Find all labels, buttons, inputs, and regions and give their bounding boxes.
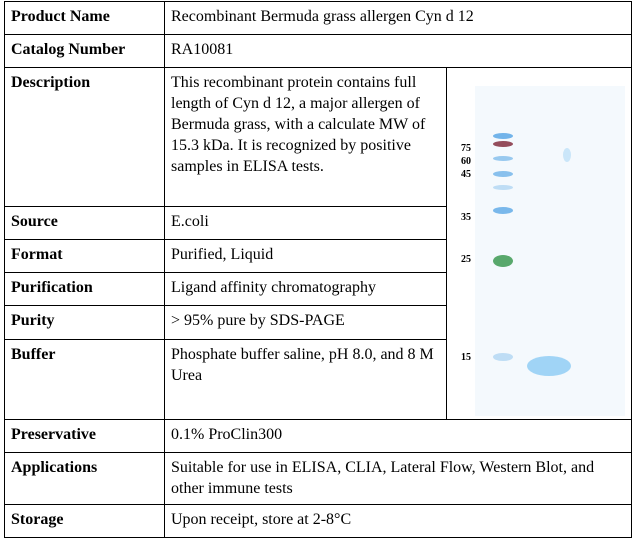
marker-45: 45 (461, 169, 471, 180)
value-format: Purified, Liquid (165, 240, 447, 273)
gel-image (447, 68, 631, 419)
spec-table (4, 1, 632, 538)
label-format: Format (5, 240, 165, 273)
ladder-band (493, 185, 513, 190)
label-source: Source (5, 207, 165, 240)
row-product-name (5, 2, 632, 35)
sample-band (563, 148, 571, 162)
value-description: This recombinant protein contains full length of Cyn d 12, a major allergen of Bermuda grass, with a calculate MW of 15.3 kDa. It is recognized by positive samples in ELISA tests. (165, 68, 447, 207)
sds-page-gel-cell (447, 68, 632, 420)
marker-60: 60 (461, 156, 471, 167)
value-purity: > 95% pure by SDS-PAGE (165, 306, 447, 340)
sample-band (527, 356, 571, 376)
product-datasheet (4, 1, 631, 540)
value-catalog-number: RA10081 (165, 35, 632, 68)
value-applications: Suitable for use in ELISA, CLIA, Lateral Flow, Western Blot, and other immune tests (165, 453, 632, 505)
marker-25: 25 (461, 254, 471, 265)
label-description: Description (5, 68, 165, 207)
label-purity: Purity (5, 306, 165, 340)
row-description (5, 68, 632, 207)
label-applications: Applications (5, 453, 165, 505)
value-preservative: 0.1% ProClin300 (165, 420, 632, 453)
value-product-name: Recombinant Bermuda grass allergen Cyn d 12 (165, 2, 632, 35)
value-storage: Upon receipt, store at 2-8°C (165, 505, 632, 538)
marker-35: 35 (461, 212, 471, 223)
value-purification: Ligand affinity chromatography (165, 273, 447, 306)
marker-15: 15 (461, 352, 471, 363)
label-catalog-number: Catalog Number (5, 35, 165, 68)
label-storage: Storage (5, 505, 165, 538)
ladder-band (493, 156, 513, 161)
ladder-band (493, 171, 513, 177)
row-applications (5, 453, 632, 505)
label-purification: Purification (5, 273, 165, 306)
ladder-band (493, 133, 513, 139)
label-product-name: Product Name (5, 2, 165, 35)
value-source: E.coli (165, 207, 447, 240)
row-preservative (5, 420, 632, 453)
ladder-band (493, 141, 513, 147)
row-catalog-number (5, 35, 632, 68)
label-preservative: Preservative (5, 420, 165, 453)
ladder-band (493, 255, 513, 267)
label-buffer: Buffer (5, 340, 165, 420)
sds-page-gel (447, 68, 631, 419)
value-buffer: Phosphate buffer saline, pH 8.0, and 8 M Urea (165, 340, 447, 420)
ladder-band (493, 207, 513, 214)
row-storage (5, 505, 632, 538)
ladder-band (493, 353, 513, 361)
marker-75: 75 (461, 143, 471, 154)
